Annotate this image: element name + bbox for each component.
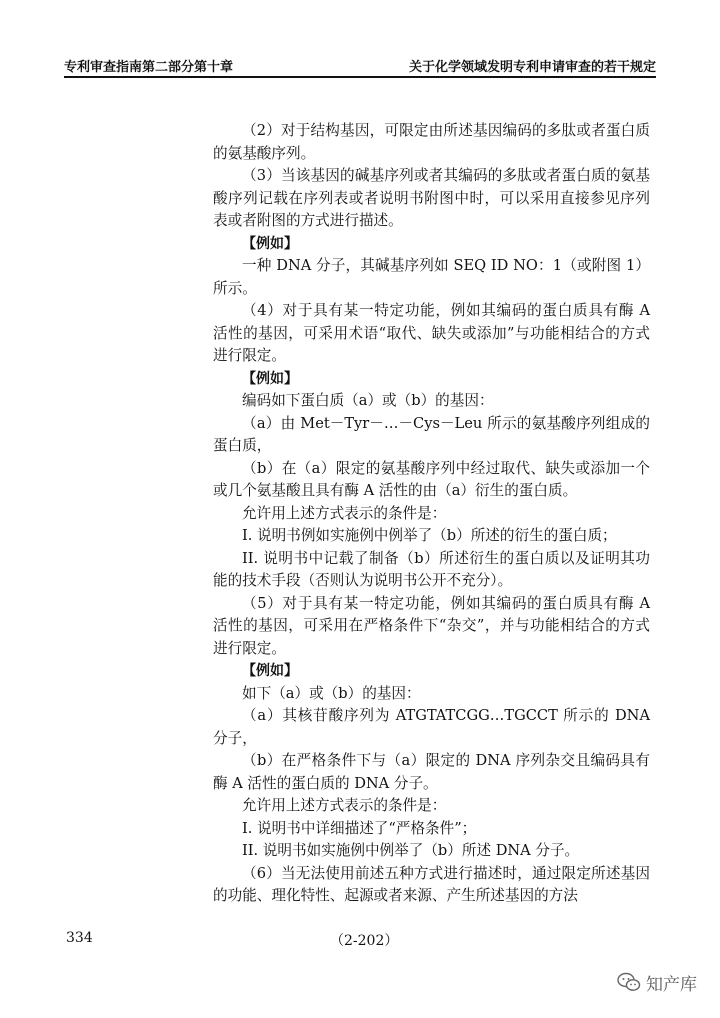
example-heading: 【例如】 [242,663,298,679]
paragraph: II. 说明书如实施例中例举了（b）所述 DNA 分子。 [242,842,580,859]
header-section-title: 关于化学领域发明专利申请审查的若干规定 [408,60,656,75]
paragraph: （5）对于具有某一特定功能，例如其编码的蛋白质具有酶 A 活性的基因，可采用在严格条件下“杂交”，并与功能相结合的方式进行限定。 [213,594,650,657]
paragraph: I. 说明书例如实施例中例举了（b）所述的衍生的蛋白质； [242,527,617,544]
example-heading: 【例如】 [242,370,298,387]
paragraph: 如下（a）或（b）的基因： [242,684,421,702]
paragraph: II. 说明书中记载了制备（b）所述衍生的蛋白质以及证明其功能的技术手段（否则认为说明书公开不充分）。 [213,549,650,589]
paragraph: I. 说明书中详细描述了“严格条件”； [242,819,477,837]
paragraph: （b）在严格条件下与（a）限定的 DNA 序列杂交且编码具有酶 A 活性的蛋白质的 DNA 分子。 [213,752,650,792]
header-chapter-title: 专利审查指南第二部分第十章 [64,60,234,75]
paragraph: （3）当该基因的碱基序列或者其编码的多肽或者蛋白质的氨基酸序列记载在序列表或者说明书附图中时，可以采用直接参见序列表或者附图的方式进行描述。 [213,167,650,229]
page-code: （2-202） [330,933,399,949]
paragraph: （2）对于结构基因，可限定由所述基因编码的多肽或者蛋白质的氨基酸序列。 [213,122,650,162]
paragraph: （6）当无法使用前述五种方式进行描述时，通过限定所述基因的功能、理化特性、起源或者来源、产生所述基因的方法 [213,864,650,904]
paragraph: （a）由 Met－Tyr－…－Cys－Leu 所示的氨基酸序列组成的蛋白质， [213,414,650,454]
paragraph: 编码如下蛋白质（a）或（b）的基因： [242,392,494,409]
watermark-text: 知产库 [646,974,697,995]
paragraph: 一种 DNA 分子，其碱基序列如 SEQ ID NO：1（或附图 1）所示。 [213,257,650,297]
paragraph: 允许用上述方式表示的条件是： [242,797,447,814]
running-header [64,54,656,78]
page-number: 334 [66,930,93,946]
paragraph: （b）在（a）限定的氨基酸序列中经过取代、缺失或添加一个或几个氨基酸且具有酶 A 活性的由（a）衍生的蛋白质。 [213,459,650,499]
wechat-icon [617,971,641,993]
document-body [213,120,650,908]
paragraph: （a）其核苷酸序列为 ATGTATCGG…TGCCT 所示的 DNA 分子， [213,707,650,747]
paragraph: 允许用上述方式表示的条件是： [242,504,447,522]
watermark [617,969,697,995]
example-heading: 【例如】 [242,235,298,252]
paragraph: （4）对于具有某一特定功能，例如其编码的蛋白质具有酶 A 活性的基因，可采用术语“取代、缺失或添加”与功能相结合的方式进行限定。 [213,302,650,364]
